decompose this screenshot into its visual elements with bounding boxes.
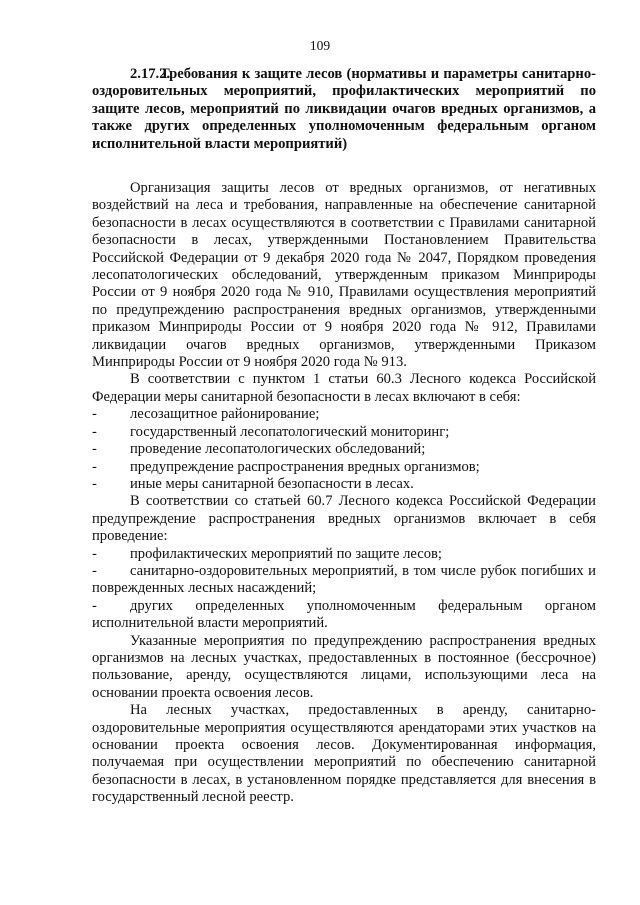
section-title: Требования к защите лесов (нормативы и параметры санитарно-оздоровительных мероприятий, профилактических мероприятий по защите лесов, мероприятий по ликвидации очагов вредных организмов, а также других определенных уполномоченным федеральным органом исполнительной власти мероприятий) [92, 66, 596, 152]
list-item [92, 598, 596, 633]
list-dash: - [92, 597, 97, 614]
list-item-text: предупреждение распространения вредных организмов; [130, 458, 480, 475]
list-dash: - [92, 458, 97, 475]
paragraph-responsible-persons: Указанные мероприятия по предупреждению распространения вредных организмов на лесных участках, предоставленных в постоянное (бессрочное) пользование, аренду, осуществляются лицами, использующими леса на основании проекта освоения лесов. [92, 632, 596, 701]
paragraph-legal-basis: Организация защиты лесов от вредных организмов, от негативных воздействий на леса и требования, направленные на обеспечение санитарной безопасности в лесах осуществляются в соответствии с Правилами санитарной безопасности в лесах, утвержденными Постановлением Правительства Российской Федерации от 9 декабря 2020 года № 2047, Порядком проведения лесопатологических обследований, утвержденным приказом Минприроды России от 9 ноября 2020 года № 910, Правилами осуществления мероприятий по предупреждению распространения вредных организмов, утвержденными приказом Минприроды России от 9 ноября 2020 года № 912, Правилами ликвидации очагов вредных организмов, утвержденными Приказом Минприроды России от 9 ноября 2020 года № 913. [92, 180, 596, 371]
list-item-text: других определенных уполномоченным федеральным органом исполнительной власти мероприятий. [92, 597, 596, 632]
page-number: 109 [309, 38, 331, 53]
list-item [92, 406, 596, 423]
paragraph-measures-intro: В соответствии с пунктом 1 статьи 60.3 Лесного кодекса Российской Федерации меры санитарной безопасности в лесах включают в себя: [92, 371, 596, 405]
list-item-text: иные меры санитарной безопасности в лесах. [130, 475, 414, 492]
measures-list [92, 406, 596, 493]
list-item-text: государственный лесопатологический мониторинг; [130, 423, 450, 440]
list-dash: - [92, 406, 97, 423]
list-dash: - [92, 423, 97, 440]
list-item [92, 476, 596, 493]
document-body [92, 180, 596, 807]
list-item-text: профилактических мероприятий по защите лесов; [130, 545, 442, 562]
prevention-list [92, 546, 596, 633]
section-number: 2.17.2. [130, 66, 171, 82]
list-dash: - [92, 562, 97, 579]
paragraph-prevention-intro: В соответствии со статьей 60.7 Лесного кодекса Российской Федерации предупреждение распространения вредных организмов включает в себя проведение: [92, 493, 596, 545]
list-item [92, 563, 596, 598]
list-dash: - [92, 545, 97, 562]
list-item [92, 546, 596, 563]
list-item-text: лесозащитное районирование; [130, 406, 320, 423]
list-dash: - [92, 475, 97, 492]
list-item-text: санитарно-оздоровительных мероприятий, в том числе рубок погибших и поврежденных лесных насаждений; [92, 562, 596, 597]
paragraph-leased-plots: На лесных участках, предоставленных в аренду, санитарно-оздоровительные мероприятия осуществляются арендаторами этих участков на основании проекта освоения лесов. Документированная информация, получаемая при осуществлении мероприятий по обеспечению санитарной безопасности в лесах, в установленном порядке представляется для внесения в государственный лесной реестр. [92, 702, 596, 806]
list-item [92, 424, 596, 441]
list-item [92, 441, 596, 458]
list-item [92, 459, 596, 476]
section-heading [92, 66, 596, 153]
list-dash: - [92, 441, 97, 458]
list-item-text: проведение лесопатологических обследований; [130, 441, 426, 458]
